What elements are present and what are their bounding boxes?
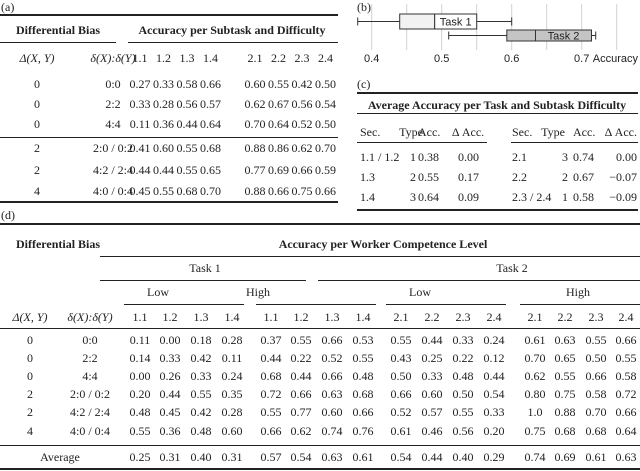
accuracy-cell: 0.60 xyxy=(421,387,443,401)
accuracy-cell: 0.27 xyxy=(129,77,151,91)
top-rule xyxy=(0,223,640,225)
subtask-header: 1.4 xyxy=(355,310,371,324)
accuracy-cell: 0.67 xyxy=(268,97,289,111)
col-header: Sec. xyxy=(512,125,533,139)
ratio-cell: 4:4 xyxy=(105,117,121,131)
average-cell: 0.29 xyxy=(483,450,505,464)
accuracy-cell: 0.56 xyxy=(452,424,474,438)
accuracy-cell: 0.50 xyxy=(585,351,607,365)
accuracy-cell: 0.11 xyxy=(129,117,151,131)
accuracy-cell: 0.64 xyxy=(200,117,221,131)
accuracy-cell: 0.22 xyxy=(452,351,474,365)
acc-cell: 0.38 xyxy=(418,150,439,164)
average-cell: 0.40 xyxy=(452,450,474,464)
panel-b-label: (b) xyxy=(357,0,371,14)
accuracy-cell: 0.33 xyxy=(129,97,151,111)
average-cell: 0.57 xyxy=(260,450,282,464)
accuracy-cell: 0.26 xyxy=(159,369,181,383)
accuracy-cell: 0.11 xyxy=(221,351,243,365)
delta-cell: 0 xyxy=(27,369,33,383)
accuracy-cell: 0.33 xyxy=(452,333,474,347)
accuracy-cell: 0.66 xyxy=(260,424,282,438)
average-rule xyxy=(0,445,640,446)
accuracy-cell: 0.58 xyxy=(585,387,607,401)
accuracy-cell: 0.70 xyxy=(524,351,546,365)
accuracy-cell: 0.66 xyxy=(290,387,312,401)
average-cell: 0.44 xyxy=(421,450,443,464)
accuracy-cell: 0.54 xyxy=(315,97,336,111)
ratio-cell: 2:0 / 0:2 xyxy=(69,387,111,401)
average-cell: 0.25 xyxy=(129,450,151,464)
sec-cell: 1.4 xyxy=(360,190,375,204)
accuracy-cell: 0.65 xyxy=(200,163,221,177)
col-header: Δ Acc. xyxy=(604,125,637,139)
ratio-cell: 4:4 xyxy=(82,369,98,383)
accuracy-cell: 0.44 xyxy=(129,163,151,177)
accuracy-cell: 0.45 xyxy=(159,405,181,419)
level-high: High xyxy=(566,285,590,299)
average-cell: 0.63 xyxy=(615,450,637,464)
header-rule xyxy=(100,256,640,257)
accuracy-cell: 0.53 xyxy=(352,333,374,347)
accuracy-cell: 0.66 xyxy=(268,184,289,198)
header-rule xyxy=(128,42,338,43)
accuracy-header: Accuracy per Worker Competence Level xyxy=(278,237,488,251)
subtask-header: 2.4 xyxy=(486,310,502,324)
acc-cell: 0.55 xyxy=(418,170,439,184)
accuracy-cell: 0.68 xyxy=(585,424,607,438)
type-cell: 2 xyxy=(410,170,416,184)
accuracy-cell: 0.55 xyxy=(352,351,374,365)
accuracy-cell: 0.70 xyxy=(585,405,607,419)
accuracy-cell: 0.33 xyxy=(153,77,174,91)
accuracy-cell: 0.33 xyxy=(421,369,443,383)
acc-cell: 0.74 xyxy=(573,150,594,164)
delta-cell: 4 xyxy=(34,184,40,198)
accuracy-cell: 0.68 xyxy=(176,184,198,198)
average-label: Average xyxy=(40,450,80,464)
accuracy-cell: 0.88 xyxy=(244,141,266,155)
level-high: High xyxy=(246,285,270,299)
accuracy-cell: 0.55 xyxy=(390,333,412,347)
x-axis-label: Accuracy xyxy=(592,53,638,65)
accuracy-cell: 0.48 xyxy=(190,424,212,438)
accuracy-cell: 0.12 xyxy=(483,351,505,365)
accuracy-cell: 0.33 xyxy=(190,369,212,383)
accuracy-cell: 0.75 xyxy=(524,424,546,438)
average-cell: 0.54 xyxy=(290,450,312,464)
delta-cell: 2 xyxy=(34,141,40,155)
accuracy-cell: 0.55 xyxy=(190,387,212,401)
level-rule xyxy=(386,304,506,305)
panel-c-label: (c) xyxy=(357,77,371,91)
accuracy-cell: 0.44 xyxy=(260,351,282,365)
subtask-header: 1.2 xyxy=(293,310,309,324)
accuracy-cell: 0.22 xyxy=(290,351,312,365)
x-tick-label: 0.4 xyxy=(364,53,380,65)
col-delta: Δ(X, Y) xyxy=(12,310,48,324)
accuracy-cell: 0.72 xyxy=(260,387,282,401)
level-rule xyxy=(520,304,640,305)
average-cell: 0.31 xyxy=(221,450,243,464)
accuracy-cell: 0.54 xyxy=(483,387,505,401)
accuracy-cell: 0.62 xyxy=(244,97,266,111)
accuracy-cell: 0.48 xyxy=(452,369,474,383)
panel-b-boxplot xyxy=(350,0,640,70)
subtask-header: 2.1 xyxy=(527,310,543,324)
ratio-cell: 4:2 / 2:4 xyxy=(69,405,111,419)
box-lower xyxy=(400,14,435,29)
accuracy-cell: 0.28 xyxy=(153,97,174,111)
header-rule xyxy=(511,142,638,143)
col-ratio: δ(X):δ(Y) xyxy=(67,310,113,324)
accuracy-cell: 0.66 xyxy=(315,184,336,198)
accuracy-cell: 0.88 xyxy=(554,405,576,419)
top-rule xyxy=(0,14,338,16)
accuracy-cell: 0.60 xyxy=(153,141,174,155)
accuracy-cell: 0.57 xyxy=(200,97,221,111)
delta-cell: 4 xyxy=(27,424,33,438)
accuracy-cell: 0.55 xyxy=(129,424,151,438)
accuracy-cell: 0.42 xyxy=(190,405,212,419)
accuracy-cell: 0.44 xyxy=(176,117,198,131)
accuracy-cell: 0.14 xyxy=(129,351,151,365)
col-header-rule xyxy=(0,328,640,329)
accuracy-header: Accuracy per Subtask and Difficulty xyxy=(138,23,326,37)
accuracy-cell: 0.00 xyxy=(129,369,151,383)
accuracy-cell: 0.00 xyxy=(159,333,181,347)
dacc-cell: 0.17 xyxy=(458,170,479,184)
accuracy-cell: 0.55 xyxy=(290,333,312,347)
subtask-header: 2.2 xyxy=(557,310,573,324)
accuracy-cell: 0.42 xyxy=(291,77,313,91)
average-cell: 0.69 xyxy=(554,450,576,464)
accuracy-cell: 0.44 xyxy=(153,163,174,177)
accuracy-cell: 0.68 xyxy=(554,424,576,438)
dacc-cell: 0.09 xyxy=(458,190,479,204)
accuracy-cell: 0.66 xyxy=(390,387,412,401)
x-tick-label: 0.7 xyxy=(574,53,590,65)
accuracy-cell: 0.11 xyxy=(129,333,151,347)
accuracy-cell: 0.60 xyxy=(321,405,343,419)
col-header: Sec. xyxy=(360,125,381,139)
accuracy-cell: 0.46 xyxy=(421,424,443,438)
accuracy-cell: 0.50 xyxy=(315,77,336,91)
accuracy-cell: 0.52 xyxy=(291,117,313,131)
accuracy-cell: 0.76 xyxy=(352,424,374,438)
accuracy-cell: 0.55 xyxy=(153,184,174,198)
ratio-cell: 4:0 / 0:4 xyxy=(92,184,134,198)
accuracy-cell: 0.80 xyxy=(524,387,546,401)
col-header: Acc. xyxy=(418,125,441,139)
accuracy-cell: 0.56 xyxy=(176,97,198,111)
x-tick-label: 0.5 xyxy=(434,53,450,65)
accuracy-cell: 0.55 xyxy=(260,405,282,419)
subtask-header: 1.1 xyxy=(132,310,148,324)
delta-cell: 0 xyxy=(27,333,33,347)
accuracy-cell: 0.45 xyxy=(129,184,151,198)
accuracy-cell: 0.55 xyxy=(554,369,576,383)
panel-a-label: (a) xyxy=(1,0,15,14)
accuracy-cell: 0.55 xyxy=(268,77,289,91)
accuracy-cell: 0.57 xyxy=(421,405,443,419)
accuracy-cell: 0.77 xyxy=(244,163,266,177)
ratio-cell: 2:0 / 0:2 xyxy=(92,141,134,155)
type-cell: 3 xyxy=(410,190,416,204)
accuracy-cell: 0.64 xyxy=(615,424,637,438)
subtask-header: 1.3 xyxy=(179,51,195,65)
accuracy-cell: 0.66 xyxy=(585,369,607,383)
acc-cell: 0.67 xyxy=(573,170,594,184)
accuracy-cell: 0.63 xyxy=(321,387,343,401)
accuracy-cell: 0.36 xyxy=(159,424,181,438)
accuracy-cell: 0.52 xyxy=(321,351,343,365)
accuracy-cell: 0.72 xyxy=(615,387,637,401)
accuracy-cell: 0.70 xyxy=(244,117,266,131)
delta-cell: 2 xyxy=(34,163,40,177)
accuracy-cell: 0.18 xyxy=(190,333,212,347)
col-ratio: δ(X):δ(Y) xyxy=(90,51,136,65)
ratio-cell: 2:2 xyxy=(105,97,121,111)
type-cell: 1 xyxy=(410,150,416,164)
accuracy-cell: 0.28 xyxy=(221,405,243,419)
accuracy-cell: 1.0 xyxy=(527,405,543,419)
subtask-header: 2.4 xyxy=(618,310,634,324)
average-cell: 0.40 xyxy=(190,450,212,464)
subtask-header: 1.1 xyxy=(132,51,148,65)
header-rule xyxy=(357,142,487,143)
accuracy-cell: 0.20 xyxy=(129,387,151,401)
average-cell: 0.61 xyxy=(585,450,607,464)
accuracy-cell: 0.43 xyxy=(390,351,412,365)
accuracy-cell: 0.55 xyxy=(452,405,474,419)
panel-d-label: (d) xyxy=(1,208,15,222)
accuracy-cell: 0.66 xyxy=(291,163,313,177)
accuracy-cell: 0.48 xyxy=(352,369,374,383)
type-cell: 1 xyxy=(562,190,568,204)
bottom-rule xyxy=(0,468,640,470)
sec-cell: 2.2 xyxy=(512,170,527,184)
accuracy-cell: 0.68 xyxy=(260,369,282,383)
level-low: Low xyxy=(147,285,169,299)
accuracy-cell: 0.50 xyxy=(452,387,474,401)
accuracy-cell: 0.64 xyxy=(268,117,289,131)
accuracy-cell: 0.55 xyxy=(585,333,607,347)
col-header: Acc. xyxy=(573,125,596,139)
average-cell: 0.74 xyxy=(524,450,546,464)
dacc-cell: −0.07 xyxy=(609,170,637,184)
accuracy-cell: 0.36 xyxy=(153,117,174,131)
subtask-header: 1.4 xyxy=(224,310,240,324)
accuracy-cell: 0.55 xyxy=(176,141,198,155)
accuracy-cell: 0.41 xyxy=(129,141,151,155)
accuracy-cell: 0.25 xyxy=(421,351,443,365)
accuracy-cell: 0.52 xyxy=(390,405,412,419)
level-rule xyxy=(256,304,376,305)
accuracy-cell: 0.60 xyxy=(244,77,266,91)
accuracy-cell: 0.50 xyxy=(390,369,412,383)
accuracy-cell: 0.58 xyxy=(176,77,198,91)
accuracy-cell: 0.75 xyxy=(291,184,313,198)
sec-cell: 2.3 / 2.4 xyxy=(512,190,552,204)
subtask-header: 2.3 xyxy=(455,310,471,324)
ratio-cell: 0:0 xyxy=(82,333,98,347)
accuracy-cell: 0.44 xyxy=(421,333,443,347)
accuracy-cell: 0.44 xyxy=(290,369,312,383)
accuracy-cell: 0.28 xyxy=(221,333,243,347)
type-cell: 2 xyxy=(562,170,568,184)
subtask-header: 2.3 xyxy=(588,310,604,324)
accuracy-cell: 0.24 xyxy=(483,333,505,347)
ratio-cell: 0:0 xyxy=(105,77,121,91)
accuracy-cell: 0.62 xyxy=(291,141,313,155)
col-header: Type xyxy=(399,125,423,139)
accuracy-cell: 0.44 xyxy=(159,387,181,401)
accuracy-cell: 0.60 xyxy=(221,424,243,438)
subtask-header: 1.2 xyxy=(162,310,178,324)
accuracy-cell: 0.48 xyxy=(129,405,151,419)
delta-cell: 0 xyxy=(34,97,40,111)
accuracy-cell: 0.63 xyxy=(554,333,576,347)
delta-cell: 0 xyxy=(34,117,40,131)
accuracy-cell: 0.55 xyxy=(176,163,198,177)
sec-cell: 1.1 / 1.2 xyxy=(360,150,400,164)
accuracy-cell: 0.55 xyxy=(615,351,637,365)
subtask-header: 2.1 xyxy=(247,51,263,65)
dacc-cell: −0.09 xyxy=(609,190,637,204)
average-cell: 0.61 xyxy=(352,450,374,464)
col-header: Δ Acc. xyxy=(451,125,485,139)
sec-cell: 1.3 xyxy=(360,170,375,184)
accuracy-cell: 0.86 xyxy=(268,141,289,155)
ratio-cell: 4:2 / 2:4 xyxy=(92,163,134,177)
accuracy-cell: 0.66 xyxy=(321,369,343,383)
average-cell: 0.31 xyxy=(159,450,181,464)
series-label: Task 2 xyxy=(547,30,580,43)
subtask-header: 1.2 xyxy=(156,51,171,65)
subtask-header: 1.4 xyxy=(203,51,218,65)
subtask-header: 1.1 xyxy=(263,310,279,324)
accuracy-cell: 0.75 xyxy=(554,387,576,401)
accuracy-cell: 0.70 xyxy=(200,184,221,198)
accuracy-cell: 0.50 xyxy=(315,117,336,131)
accuracy-cell: 0.35 xyxy=(221,387,243,401)
differential-bias-header: Differential Bias xyxy=(15,23,101,37)
ratio-cell: 4:0 / 0:4 xyxy=(69,424,111,438)
delta-cell: 2 xyxy=(27,387,33,401)
accuracy-cell: 0.65 xyxy=(554,351,576,365)
x-tick-label: 0.6 xyxy=(504,53,520,65)
accuracy-cell: 0.62 xyxy=(290,424,312,438)
subtask-header: 1.3 xyxy=(324,310,340,324)
accuracy-cell: 0.20 xyxy=(483,424,505,438)
average-cell: 0.54 xyxy=(390,450,412,464)
accuracy-cell: 0.66 xyxy=(615,405,637,419)
bottom-rule xyxy=(0,201,338,203)
accuracy-cell: 0.42 xyxy=(190,351,212,365)
ratio-cell: 2:2 xyxy=(82,351,98,365)
col-delta: Δ(X, Y) xyxy=(19,51,55,65)
accuracy-cell: 0.68 xyxy=(352,387,374,401)
sec-cell: 2.1 xyxy=(512,150,527,164)
series-label: Task 1 xyxy=(439,16,472,29)
title-rule xyxy=(357,113,638,114)
subtask-header: 2.4 xyxy=(318,51,333,65)
accuracy-cell: 0.33 xyxy=(159,351,181,365)
accuracy-cell: 0.66 xyxy=(321,333,343,347)
task-2-header: Task 2 xyxy=(496,261,528,275)
top-rule xyxy=(357,92,638,94)
accuracy-cell: 0.62 xyxy=(524,369,546,383)
accuracy-cell: 0.61 xyxy=(524,333,546,347)
delta-cell: 0 xyxy=(27,351,33,365)
subtask-header: 2.1 xyxy=(393,310,409,324)
accuracy-cell: 0.37 xyxy=(260,333,282,347)
bottom-rule xyxy=(357,209,638,211)
task-rule xyxy=(100,280,306,281)
accuracy-cell: 0.56 xyxy=(291,97,313,111)
accuracy-cell: 0.66 xyxy=(352,405,374,419)
dacc-cell: 0.00 xyxy=(458,150,479,164)
accuracy-cell: 0.33 xyxy=(483,405,505,419)
accuracy-cell: 0.66 xyxy=(200,77,221,91)
delta-cell: 0 xyxy=(34,77,40,91)
accuracy-cell: 0.74 xyxy=(321,424,343,438)
subtask-header: 1.3 xyxy=(193,310,209,324)
accuracy-cell: 0.24 xyxy=(221,369,243,383)
level-rule xyxy=(124,304,244,305)
average-cell: 0.63 xyxy=(321,450,343,464)
task-1-header: Task 1 xyxy=(189,261,221,275)
accuracy-cell: 0.69 xyxy=(268,163,289,177)
subtask-header: 2.2 xyxy=(424,310,440,324)
header-rule xyxy=(0,42,116,43)
subtask-header: 2.2 xyxy=(271,51,286,65)
col-header: Type xyxy=(541,125,565,139)
delta-cell: 2 xyxy=(27,405,33,419)
accuracy-cell: 0.44 xyxy=(483,369,505,383)
box-lower xyxy=(507,30,536,41)
acc-cell: 0.58 xyxy=(573,190,594,204)
mid-rule xyxy=(0,137,338,138)
accuracy-cell: 0.58 xyxy=(615,369,637,383)
accuracy-cell: 0.61 xyxy=(390,424,412,438)
differential-bias-header: Differential Bias xyxy=(15,237,101,251)
accuracy-cell: 0.88 xyxy=(244,184,266,198)
accuracy-cell: 0.66 xyxy=(615,333,637,347)
accuracy-cell: 0.70 xyxy=(315,141,336,155)
accuracy-cell: 0.68 xyxy=(200,141,221,155)
task-rule xyxy=(318,280,640,281)
panel-c-title: Average Accuracy per Task and Subtask Difficulty xyxy=(367,98,627,112)
acc-cell: 0.64 xyxy=(418,190,439,204)
subtask-header: 2.3 xyxy=(294,51,310,65)
accuracy-cell: 0.59 xyxy=(315,163,336,177)
type-cell: 3 xyxy=(562,150,568,164)
level-low: Low xyxy=(409,285,431,299)
accuracy-cell: 0.77 xyxy=(290,405,312,419)
dacc-cell: 0.00 xyxy=(616,150,637,164)
